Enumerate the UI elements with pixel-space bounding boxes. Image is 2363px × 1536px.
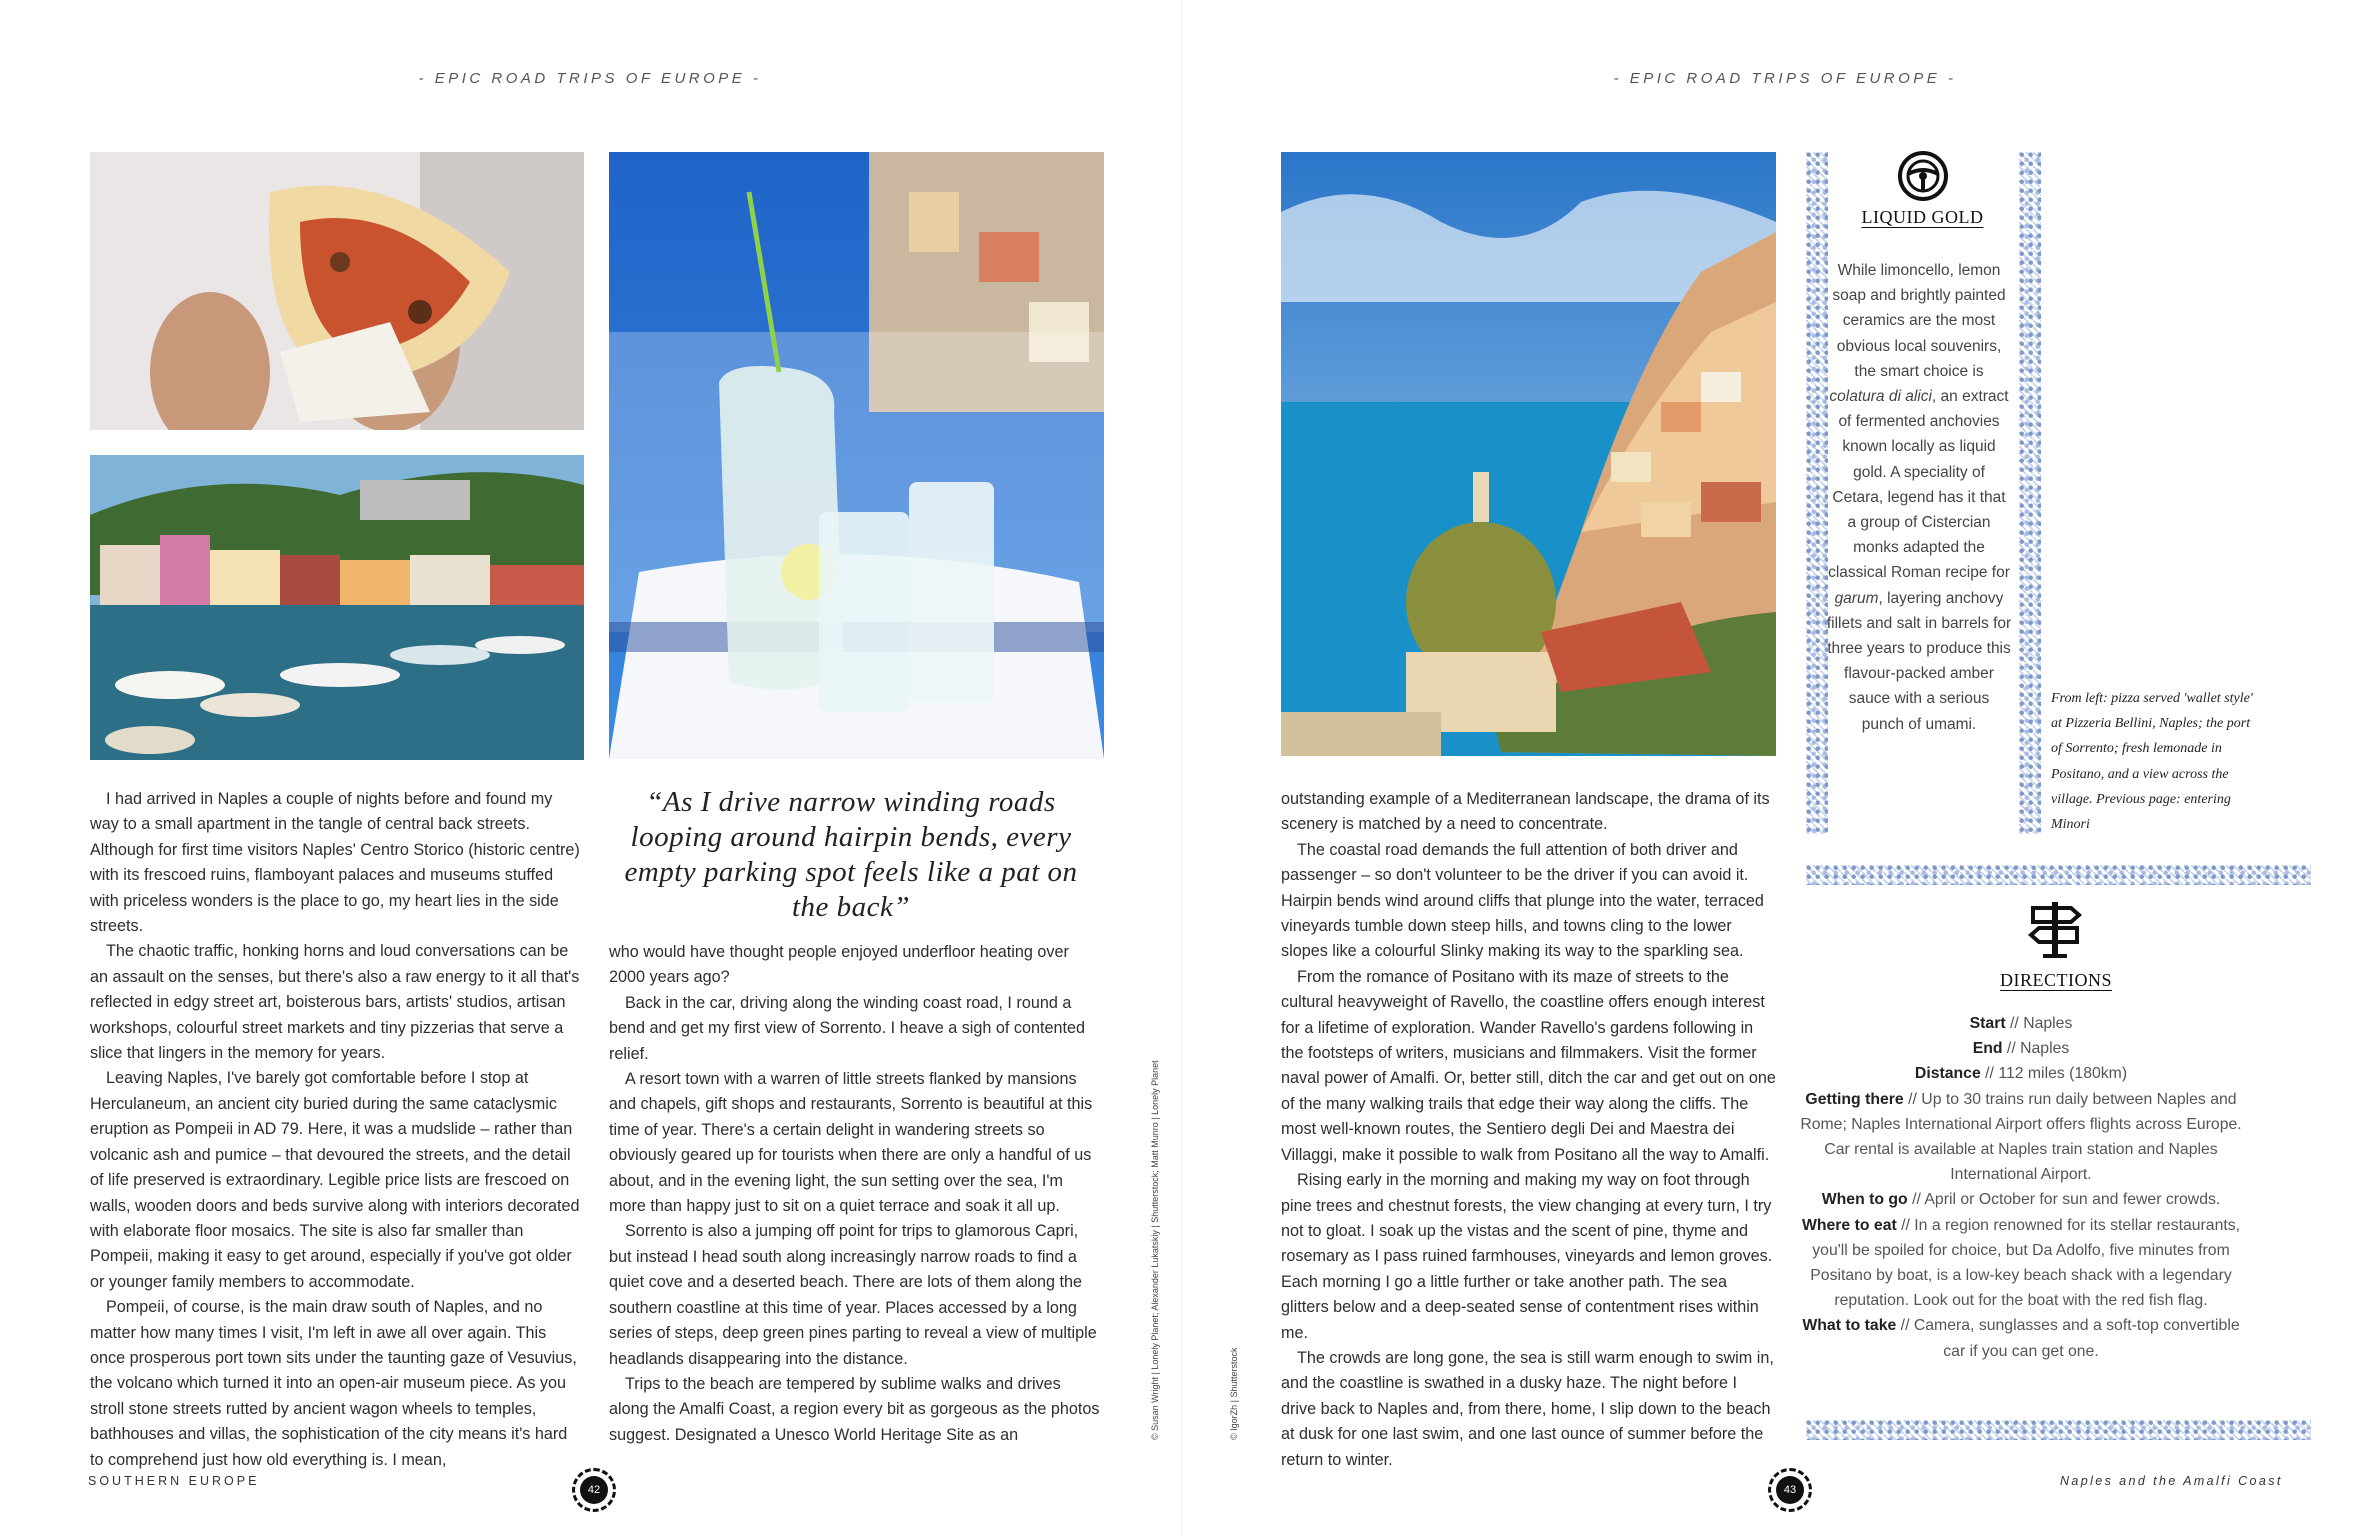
direction-item: Start // Naples	[1969, 1015, 2073, 1032]
paragraph: Pompeii, of course, is the main draw south of Naples, and no matter how many times I visit, I'm left in awe all over again. This once prosperous port town sits under the taunting gaze of Vesuvius, the volcano which turned it into an open-air museum piece. As you stroll stone streets rutted by ancient wagon wheels to temples, bathhouses and villas, the sophistication of the city means it's hard to comprehend just how old everything is. I mean,	[90, 1298, 577, 1469]
liquid-gold-title: LIQUID GOLD	[1861, 207, 1984, 227]
photo-lemonade	[609, 152, 1104, 759]
tile-border-left	[1806, 152, 1828, 834]
paragraph: The coastal road demands the full attention of both driver and passenger – so don't volunteer to be the driver if you can avoid it. Hairpin bends wind around cliffs that plunge into the water, terraced vineyards tumble down steep hills, and towns cling to the lower slopes like a colourful Slinky making its way to the sparkling sea.	[1281, 840, 1764, 961]
footer-section-title: SOUTHERN EUROPE	[88, 1474, 260, 1488]
directions-list	[1796, 1011, 2246, 1364]
paragraph: Trips to the beach are tempered by sublime walks and drives along the Amalfi Coast, a region every bit as gorgeous as the photos suggest. Designated a Unesco World Heritage Site as an	[609, 1374, 1100, 1444]
direction-label: Where to eat	[1801, 1216, 1897, 1234]
signpost-icon	[2027, 898, 2083, 958]
directions-title: DIRECTIONS	[2000, 970, 2112, 990]
liquid-gold-italic: colatura di alici	[1829, 388, 1932, 406]
left-column-1	[90, 787, 583, 1473]
direction-text: Naples	[2023, 1015, 2073, 1032]
tile-border-right	[2019, 152, 2041, 834]
left-column-2	[609, 940, 1103, 1448]
page-number-label: 43	[1776, 1476, 1804, 1504]
paragraph: Rising early in the morning and making my way on foot through pine trees and chestnut forests, the view changing at every turn, I try not to gloat. I soak up the vistas and the scent of pine, thyme and rosemary as I pass ruined farmhouses, vineyards and lemon groves. Each morning I go a little further or take another path. The sea glitters below and a deep-seated sense of contentment rises within me.	[1281, 1171, 1773, 1342]
direction-item: When to go // April or October for sun and fewer crowds.	[1821, 1191, 2221, 1209]
direction-text: Up to 30 trains run daily between Naples and Rome; Naples International Airport offers flights across Europe. Car rental is available at Naples train station and Naples International Airport.	[1800, 1090, 2242, 1184]
direction-label: Getting there	[1805, 1090, 1904, 1108]
direction-item: What to take // Camera, sunglasses and a soft-top convertible car if you can get one.	[1802, 1317, 2240, 1360]
tile-border-top	[1806, 865, 2311, 885]
footer-chapter-title: Naples and the Amalfi Coast	[2060, 1474, 2283, 1488]
paragraph: Back in the car, driving along the winding coast road, I round a bend and get my first view of Sorrento. I heave a sigh of contented relief.	[609, 993, 1086, 1063]
photo-positano	[1281, 152, 1776, 756]
liquid-gold-text-part: While limoncello, lemon soap and brightly painted ceramics are the most obvious local souvenirs, the smart choice is	[1832, 262, 2006, 380]
pull-quote: “As I drive narrow winding roads looping around hairpin bends, every empty parking spot feels like a pat on the back”	[624, 786, 1078, 923]
steering-wheel-icon	[1897, 150, 1949, 202]
page-number-label: 42	[580, 1476, 608, 1504]
direction-text: Camera, sunglasses and a soft-top convertible car if you can get one.	[1913, 1317, 2240, 1360]
direction-text: In a region renowned for its stellar restaurants, you'll be spoiled for choice, but Da Adolfo, five minutes from Positano by boat, is a low-key beach shack with a legendary reputation. Look out for the boat with the red fish flag.	[1810, 1216, 2241, 1310]
paragraph: Sorrento is also a jumping off point for trips to glamorous Capri, but instead I head south along increasingly narrow roads to find a quiet cove and a deserted beach. There are lots of them along the southern coastline at this time of year. Places accessed by a long series of steps, deep green pines parting to reveal a view of multiple headlands disappearing into the distance.	[609, 1222, 1097, 1368]
direction-text: 112 miles (180km)	[1998, 1065, 2128, 1083]
liquid-gold-italic: garum	[1834, 589, 1879, 607]
direction-item: End // Naples	[1972, 1040, 2070, 1058]
paragraph: The crowds are long gone, the sea is still warm enough to swim in, and the coastline is swathed in a dusky haze. The night before I drive back to Naples and, from there, home, I slip down to the beach at dusk for one last swim, and one last ounce of summer before the return to winter.	[1281, 1348, 1774, 1469]
spread-gutter	[1181, 0, 1182, 1536]
direction-item: Getting there // Up to 30 trains run daily between Naples and Rome; Naples International Airport offers flights across Europe. Car rental is available at Naples train station and Naples International Airport.	[1800, 1090, 2242, 1184]
direction-text: Naples	[2020, 1040, 2070, 1058]
photo-credit-right: © IgorZh | Shutterstock	[1229, 1347, 1239, 1440]
direction-label: Start	[1969, 1015, 2006, 1032]
liquid-gold-text	[1826, 258, 2012, 737]
photo-pizza	[90, 152, 584, 430]
paragraph: I had arrived in Naples a couple of nights before and found my way to a small apartment in the tangle of central back streets. Although for first time visitors Naples' Centro Storico (historic centre) with its frescoed ruins, flamboyant palaces and museums stuffed with priceless wonders is the place to go, my heart lies in the side streets.	[90, 790, 580, 936]
liquid-gold-text-part: , an extract of fermented anchovies known locally as liquid gold. A speciality of Cetara, legend has it that a group of Cistercian monks adapted the classical Roman recipe for	[1828, 388, 2010, 582]
paragraph: who would have thought people enjoyed underfloor heating over 2000 years ago?	[609, 943, 1069, 987]
photo-credit-left: © Susan Wright | Lonely Planet; Alexander Lukatskiy | Shutterstock; Matt Munro | Lonely Planet	[1150, 1060, 1160, 1440]
direction-label: End	[1972, 1040, 2003, 1058]
running-head-right: - EPIC ROAD TRIPS OF EUROPE -	[1613, 70, 1957, 87]
running-head-left: - EPIC ROAD TRIPS OF EUROPE -	[418, 70, 762, 87]
paragraph: From the romance of Positano with its maze of streets to the cultural heavyweight of Ravello, the coastline offers enough interest for a lifetime of exploration. Wander Ravello's gardens following in the footsteps of writers, musicians and filmmakers. Visit the former naval power of Amalfi. Or, better still, ditch the car and get out on one of the many walking trails that edge their way along the cliffs. The most well-known routes, the Sentiero degli Dei and Maestra dei Villaggi, make it possible to walk from Positano all the way to Amalfi.	[1281, 967, 1776, 1164]
direction-text: April or October for sun and fewer crowds.	[1924, 1191, 2221, 1209]
paragraph: outstanding example of a Mediterranean landscape, the drama of its scenery is matched by a need to concentrate.	[1281, 790, 1770, 834]
direction-label: Distance	[1914, 1065, 1981, 1083]
paragraph: Leaving Naples, I've barely got comfortable before I stop at Herculaneum, an ancient city buried during the same cataclysmic eruption as Pompeii in AD 79. Here, it was a mudslide – rather than volcanic ash and pumice – that devoured the streets, and the detail of life preserved is extraordinary. Legible price lists are frescoed on walls, wooden doors and beds survive along with interiors decorated with elaborate floor mosaics. The site is also far smaller than Pompeii, making it easy to get around, especially if you've got older or younger family members to accommodate.	[90, 1069, 580, 1291]
direction-item: Where to eat // In a region renowned for its stellar restaurants, you'll be spoiled for choice, but Da Adolfo, five minutes from Positano by boat, is a low-key beach shack with a legendary reputation. Look out for the boat with the red fish flag.	[1801, 1216, 2241, 1310]
direction-label: What to take	[1802, 1317, 1897, 1335]
photo-sorrento-port	[90, 455, 584, 760]
page-number-right	[1768, 1468, 1812, 1512]
right-column	[1281, 787, 1776, 1473]
photo-caption: From left: pizza served 'wallet style' at Pizzeria Bellini, Naples; the port of Sorrento; fresh lemonade in Positano, and a view across the village. Previous page: entering Minori	[2051, 691, 2253, 833]
page-number-left	[572, 1468, 616, 1512]
paragraph: The chaotic traffic, honking horns and loud conversations can be an assault on the senses, but there's also a raw energy to it all that's reflected in edgy street art, boisterous bars, artists' studios, artisan workshops, colourful street markets and tiny pizzerias that serve a slice that lingers in the memory for years.	[90, 942, 580, 1063]
direction-label: When to go	[1821, 1191, 1908, 1209]
tile-border-bottom	[1806, 1420, 2311, 1440]
liquid-gold-text-part: , layering anchovy fillets and salt in barrels for three years to produce this flavour-packed amber sauce with a serious punch of umami.	[1826, 589, 2012, 733]
paragraph: A resort town with a warren of little streets flanked by mansions and chapels, gift shops and restaurants, Sorrento is beautiful at this time of year. There's a certain delight in wandering streets so obviously geared up for tourists when there are only a handful of us about, and in the evening light, the sun setting over the sea, I'm more than happy just to sit on a quiet terrace and soak it all up.	[609, 1070, 1093, 1216]
direction-item: Distance // 112 miles (180km)	[1914, 1065, 2128, 1083]
